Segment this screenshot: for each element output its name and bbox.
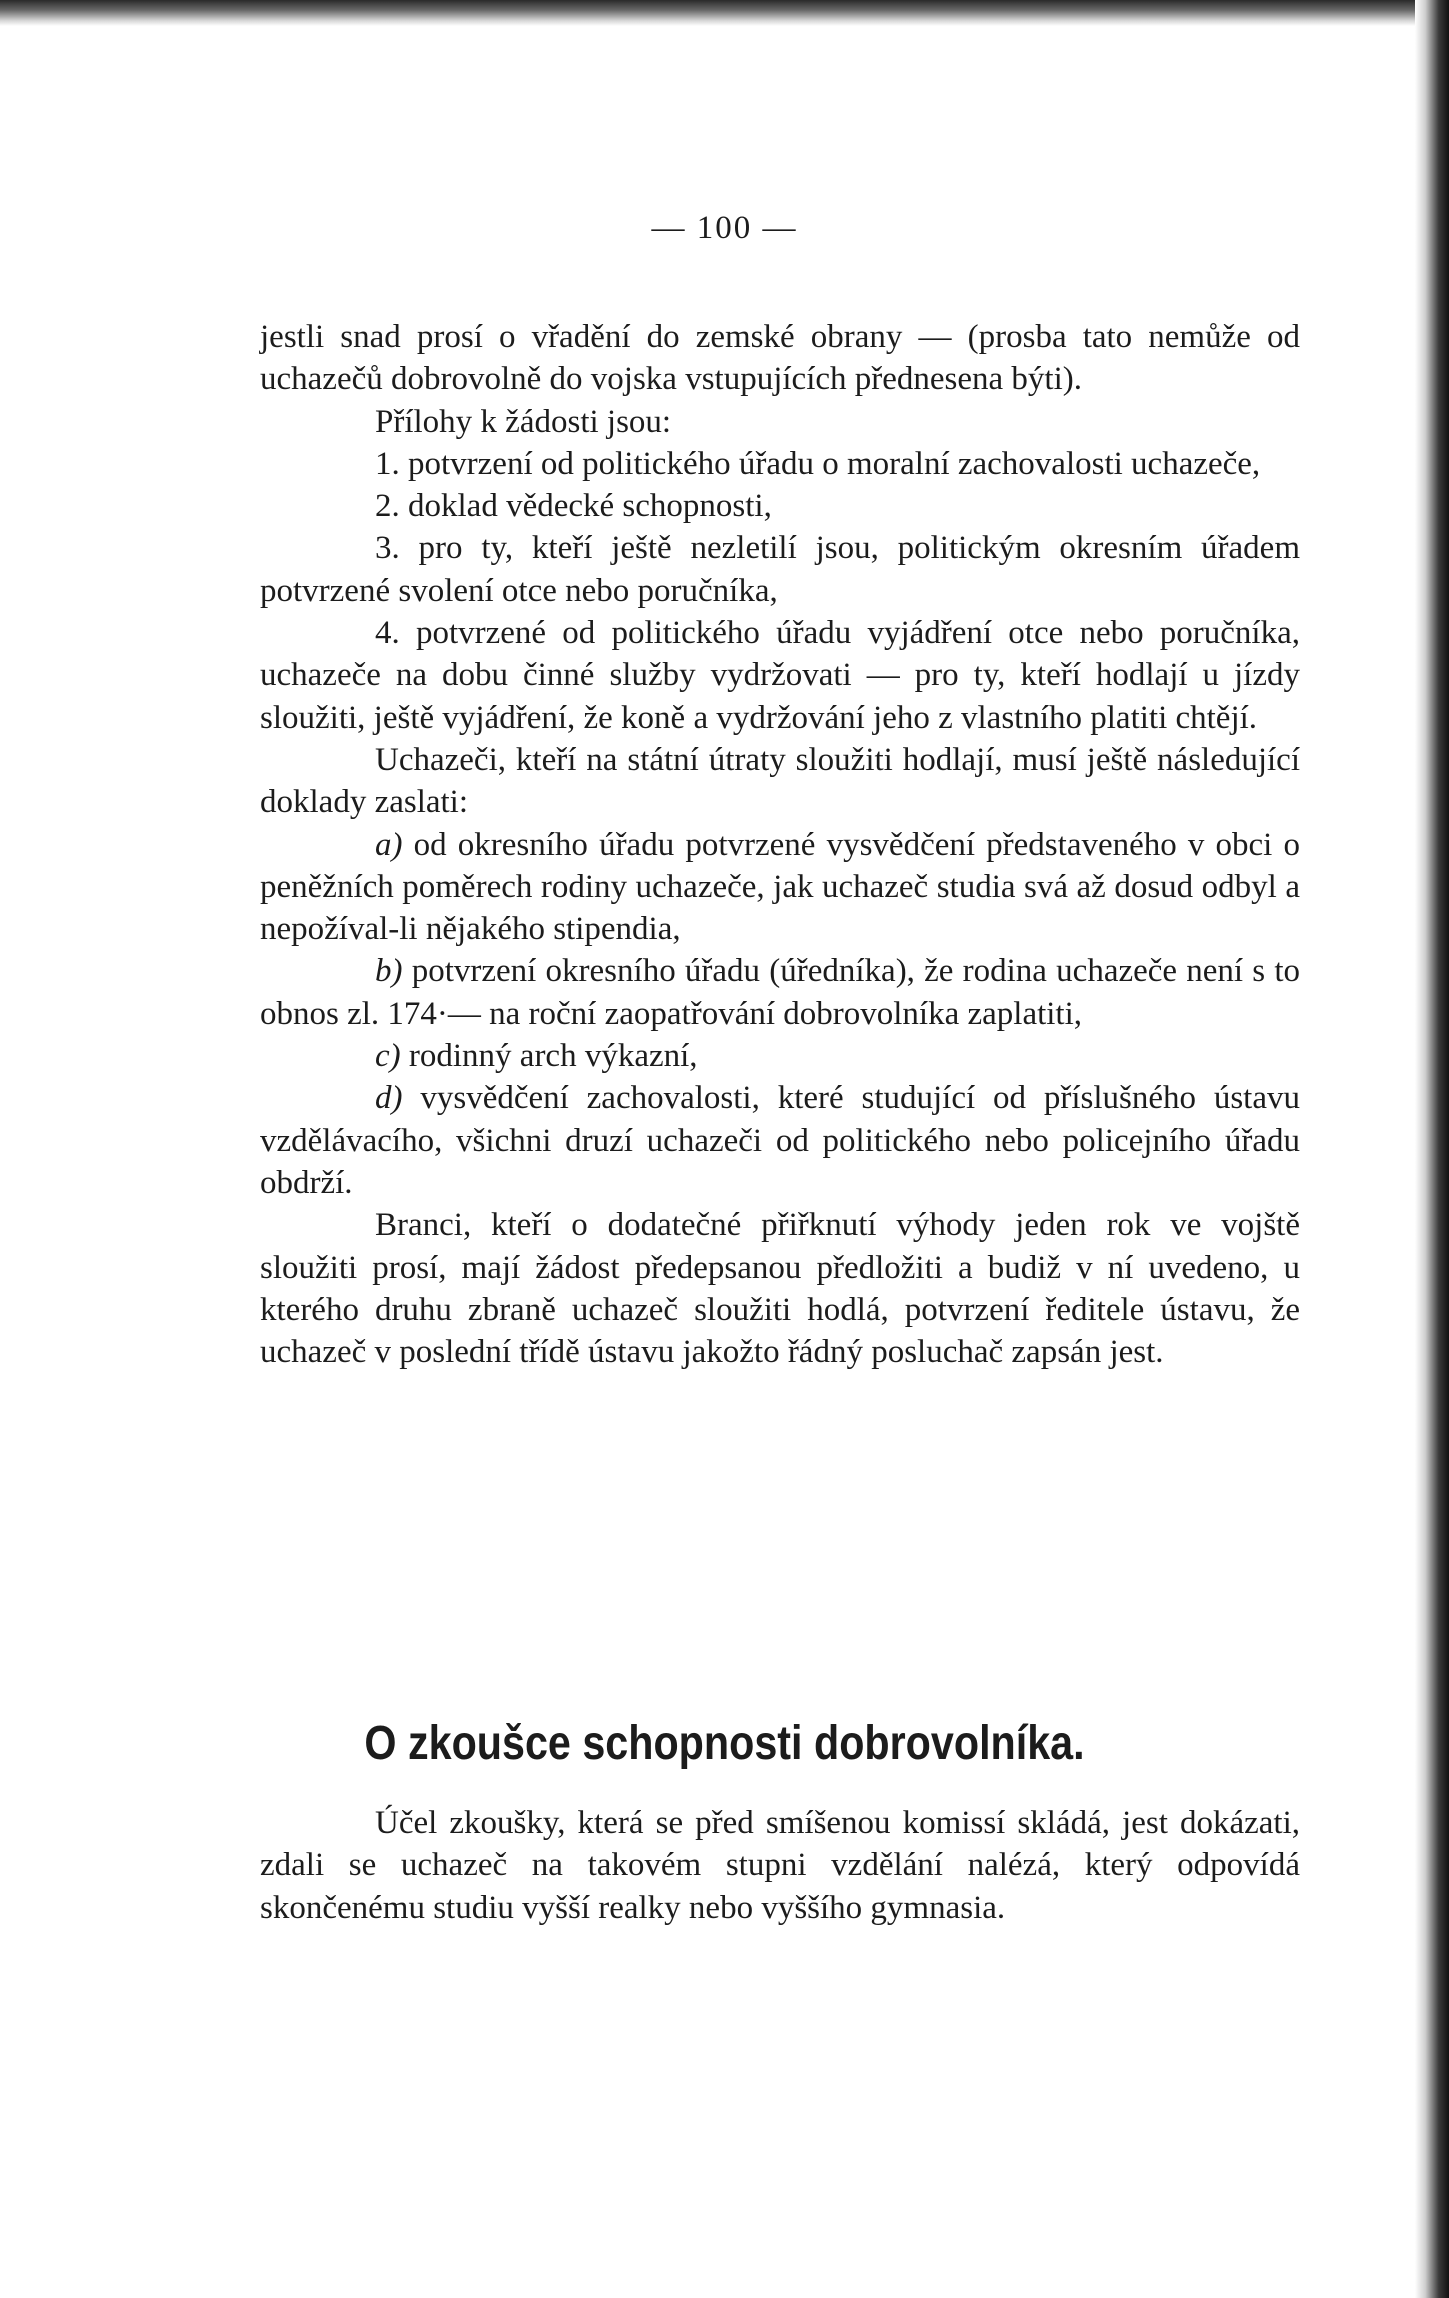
attachment-item-3: 3. pro ty, kteří ještě nezletilí jsou, politickým okresním úřadem potvrzené svolení otce nebo poručníka, [260, 530, 1300, 609]
scan-edge-right [1415, 0, 1449, 2298]
paragraph-recruits: Branci, kteří o dodatečné přiřknutí výhody jeden rok ve vojště sloužiti prosí, mají žádost předepsanou předložiti a budiž v ní uvedeno, u kterého druhu zbraně uchazeč sloužiti hodlá, potvrzení ředitele ústavu, že uchazeč v poslední třídě ústavu jakožto řádný posluchač zapsán jest. [260, 1207, 1300, 1371]
list-marker-c: c) [375, 1038, 401, 1075]
list-text-d: vysvědčení zachovalosti, které studující od příslušného ústavu vzdělávacího, všichni druzí uchazeči od politického nebo policejního úřadu obdrží. [260, 1080, 1301, 1201]
list-item-b [260, 950, 1300, 1035]
paragraph-attachments-intro: Přílohy k žádosti jsou: [375, 403, 672, 440]
list-text-c: rodinný arch výkazní, [408, 1038, 698, 1075]
attachment-item-2: 2. doklad vědecké schopnosti, [375, 488, 772, 525]
list-text-b: potvrzení okresního úřadu (úředníka), že rodina uchazeče není s to obnos zl. 174·— na roční zaopatřování dobrovolníka zaplatiti, [260, 953, 1301, 1032]
list-marker-b: b) [375, 953, 403, 990]
list-item-a [260, 824, 1300, 951]
body-text [260, 316, 1300, 1373]
section-heading: O zkoušce schopnosti dobrovolníka. [364, 1717, 1085, 1770]
paragraph-continuation: jestli snad prosí o vřadění do zemské obrany — (prosba tato nemůže od uchazečů dobrovolně do vojska vstupujících přednesena býti). [260, 319, 1300, 398]
list-item-c [260, 1035, 1300, 1077]
list-marker-a: a) [375, 826, 403, 863]
attachment-item-1: 1. potvrzení od politického úřadu o moralní zachovalosti uchazeče, [375, 445, 1261, 482]
paragraph-state-expense: Uchazeči, kteří na státní útraty sloužiti hodlají, musí ještě následující doklady zaslati: [260, 741, 1300, 821]
scan-edge-top [0, 0, 1449, 26]
list-text-a: od okresního úřadu potvrzené vysvědčení představeného v obci o peněžních poměrech rodiny uchazeče, jak uchazeč studia svá až dosud odbyl a nepožíval-li nějakého stipendia, [260, 826, 1300, 948]
section-paragraph: Účel zkoušky, která se před smíšenou komissí skládá, jest dokázati, zdali se uchazeč na takovém stupni vzdělání nalézá, který odpovídá skončenému studiu vyšší realky nebo vyššího gymnasia. [260, 1805, 1300, 1926]
page-number: — 100 — [651, 210, 798, 246]
section-body [260, 1802, 1300, 1929]
attachment-item-4: 4. potvrzené od politického úřadu vyjádření otce nebo poručníka, uchazeče na dobu činné služby vydržovati — pro ty, kteří hodlají u jízdy sloužiti, ještě vyjádření, že koně a vydržování jeho z vlastního platiti chtějí. [260, 615, 1300, 736]
list-item-d [260, 1077, 1300, 1204]
list-marker-d: d) [375, 1080, 403, 1117]
